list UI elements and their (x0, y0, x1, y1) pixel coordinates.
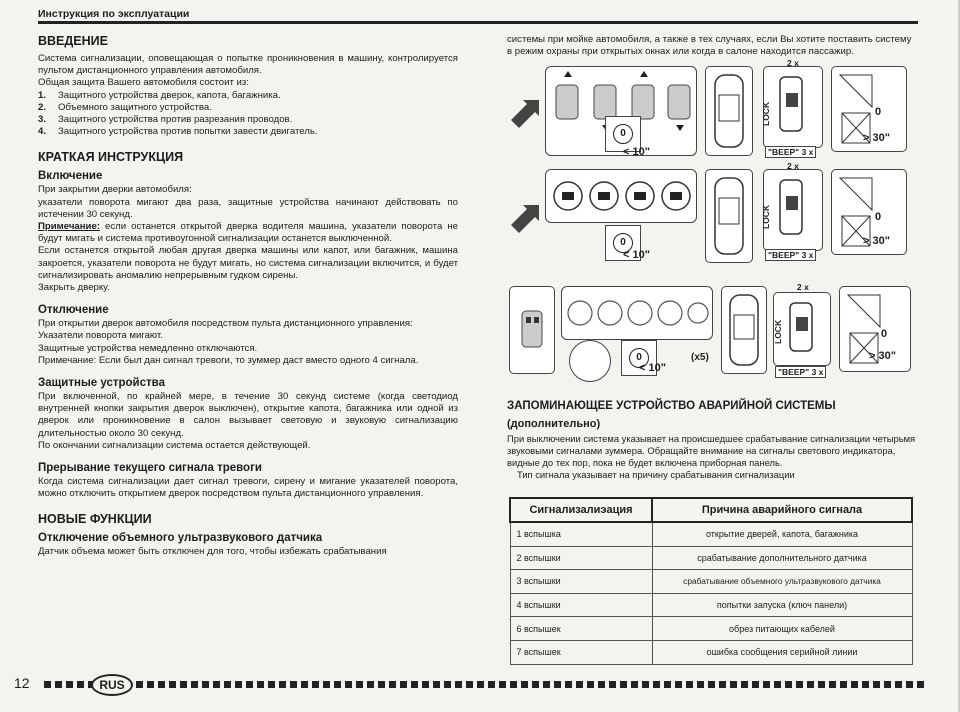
time-label: < 10" (623, 249, 650, 261)
switch-off-text: Защитные устройства немедленно отключаются. (38, 342, 258, 354)
table-row: 1 вспышка открытие дверей, капота, багажника (510, 522, 912, 546)
footer-square (257, 681, 264, 688)
beep-label: "BEEP" 3 x (765, 249, 816, 261)
footer-square (543, 681, 550, 688)
timer-dial-icon: 0 (621, 340, 657, 376)
footer-square (774, 681, 781, 688)
footer-square (323, 681, 330, 688)
list-item: 1. Защитного устройства дверок, капота, багажника. (38, 89, 281, 101)
footer-square (290, 681, 297, 688)
note-paragraph: Примечание: если останется открытой дверка водителя машина, указатели поворота не будут мигать и система противоугонной сигнализации останется выключенной. (38, 221, 458, 245)
header-title: Инструкция по эксплуатации (38, 8, 190, 20)
intro-paragraph-2: Общая защита Вашего автомобиля состоит из: (38, 77, 249, 89)
footer-square (191, 681, 198, 688)
list-item: 2. Объемного защитного устройства. (38, 101, 212, 113)
timer-dial-icon: 0 (605, 116, 641, 152)
intro-heading: ВВЕДЕНИЕ (38, 34, 108, 48)
footer-square (697, 681, 704, 688)
footer-square (642, 681, 649, 688)
memory-heading: ЗАПОМИНАЮЩЕЕ УСТРОЙСТВО АВАРИЙНОЙ СИСТЕМЫ (507, 400, 836, 412)
left-column (38, 26, 458, 559)
footer-square (653, 681, 660, 688)
time-label: < 10" (639, 362, 666, 374)
diagram-row-2 (509, 161, 911, 269)
footer-square (44, 681, 51, 688)
footer-square (510, 681, 517, 688)
lock-label: LOCK (773, 319, 783, 344)
table-header-row (510, 498, 912, 522)
switch-off-text: При открытии дверок автомобиля посредством пульта дистанционного управления: (38, 318, 413, 330)
beep-label: "BEEP" 3 x (765, 146, 816, 158)
header-rule (38, 21, 918, 24)
footer-square (675, 681, 682, 688)
table-row: 7 вспышек ошибка сообщения серийной линии (510, 640, 912, 664)
footer-square (796, 681, 803, 688)
footer-square (565, 681, 572, 688)
ignition-switch-icon (569, 340, 611, 382)
memory-text: При выключении система указывает на происшедшее срабатывание сигнализации четырьмя звуковыми сигналами зуммера. Обращайте внимание на сигналы светового индикатора, видные до тех пор, пока не будет включена приборная панель. (507, 433, 916, 468)
counter-zero: 0 (881, 328, 888, 340)
repeat-count-label: (x5) (691, 352, 709, 363)
arrow-icon (509, 203, 541, 233)
switch-on-text: Если останется открытой любая другая дверка машины или капот, или багажник, машина закроется, указатели поворота не будут мигать, но система сигнализации включится, и будет сигнализировать аномалию непрерывным гудком сирены. (38, 245, 458, 281)
footer-square (356, 681, 363, 688)
footer-square (66, 681, 73, 688)
footer-square (906, 681, 913, 688)
footer-square (279, 681, 286, 688)
car-top-view-icon (705, 169, 753, 263)
interrupt-text: Когда система сигнализации дает сигнал тревоги, сирену и мигание указателей поворота, можно отключить открытием дверок посредством пульта дистанционного управления. (38, 476, 458, 500)
alarm-signals-table (509, 497, 913, 665)
new-functions-heading: НОВЫЕ ФУНКЦИИ (38, 512, 152, 527)
time-label: > 30" (863, 235, 890, 247)
right-intro-text: системы при мойке автомобиля, а также в тех случаях, если Вы хотите поставить систему в режим охраны при открытых окнах или когда в салоне находится пассажир. (507, 34, 912, 58)
footer-square (741, 681, 748, 688)
footer-square (400, 681, 407, 688)
lock-label: LOCK (761, 204, 771, 229)
footer-square (818, 681, 825, 688)
time-label: > 30" (869, 350, 896, 362)
table-row: 2 вспышки срабатывание дополнительного датчика (510, 546, 912, 570)
timer-dial-icon: 0 (605, 225, 641, 261)
repeat-label: 2 x (787, 161, 799, 171)
footer-square (466, 681, 473, 688)
footer-square (917, 681, 924, 688)
footer-square (719, 681, 726, 688)
switch-on-title: Включение (38, 170, 103, 183)
footer-square (136, 681, 143, 688)
footer-square (213, 681, 220, 688)
remote-control-icon (509, 286, 555, 374)
footer-square (730, 681, 737, 688)
footer-square (609, 681, 616, 688)
list-item: 3. Защитного устройства против разрезания проводов. (38, 114, 293, 126)
door-lock-icon (763, 66, 823, 148)
column-header: Причина аварийного сигнала (652, 498, 912, 522)
diagram-row-3 (509, 282, 911, 386)
footer-square (411, 681, 418, 688)
footer-square (620, 681, 627, 688)
switch-off-text: Примечание: Если был дан сигнал тревоги, то зуммер даст вместо одного 4 сигнала. (38, 354, 419, 366)
table-row: 6 вспышек обрез питающих кабелей (510, 617, 912, 641)
counter-zero: 0 (875, 211, 882, 223)
note-label: Примечание: (38, 221, 100, 233)
footer-square (455, 681, 462, 688)
footer-square (158, 681, 165, 688)
repeat-label: 2 x (797, 282, 809, 292)
footer-square (422, 681, 429, 688)
ultrasonic-title: Отключение объемного ультразвукового датчика (38, 532, 323, 545)
lock-label: LOCK (761, 101, 771, 126)
ignition-key-icon (562, 287, 712, 339)
footer-square (345, 681, 352, 688)
footer-square (884, 681, 891, 688)
ultrasonic-text: Датчик объема может быть отключен для того, чтобы избежать срабатывания (38, 546, 387, 558)
footer-square (587, 681, 594, 688)
footer-square (169, 681, 176, 688)
footer-square (807, 681, 814, 688)
page-number: 12 (14, 675, 30, 691)
switch-off-text: Указатели поворота мигают. (38, 330, 163, 342)
alarm-memory-section (507, 400, 917, 481)
footer-square (532, 681, 539, 688)
protect-title: Защитные устройства (38, 377, 165, 390)
footer-square (708, 681, 715, 688)
footer-square (873, 681, 880, 688)
time-label: < 10" (623, 146, 650, 158)
page-footer (0, 672, 958, 698)
footer-square (77, 681, 84, 688)
protection-list (38, 90, 458, 139)
key-icon (546, 170, 696, 222)
arrow-icon (509, 98, 541, 128)
footer-square (664, 681, 671, 688)
footer-square (763, 681, 770, 688)
table-row: 3 вспышки срабатывание объемного ультразвукового датчика (510, 570, 912, 594)
footer-square (312, 681, 319, 688)
protect-text: При включенной, по крайней мере, в течение 30 секунд системе (когда светодиод внутренней кнопки закрытия дверок выключен), открытие капота, багажника или одной из дверок или проникновение в салон вызывает световую и звуковую сигнализацию длительностью около 30 секунд. (38, 391, 458, 439)
footer-square (477, 681, 484, 688)
footer-square (246, 681, 253, 688)
switch-on-text: указатели поворота мигают два раза, защитные устройства начинают действовать по истечении 30 секунд. (38, 196, 458, 220)
footer-square (488, 681, 495, 688)
footer-square (301, 681, 308, 688)
footer-square (862, 681, 869, 688)
door-lock-icon (763, 169, 823, 251)
footer-square (224, 681, 231, 688)
switch-on-text: Закрыть дверку. (38, 282, 110, 294)
footer-square (202, 681, 209, 688)
footer-square (499, 681, 506, 688)
column-header: Сигнализалиэация (510, 498, 652, 522)
beep-label: "BEEP" 3 x (775, 366, 826, 378)
footer-square (444, 681, 451, 688)
footer-square (895, 681, 902, 688)
footer-square (147, 681, 154, 688)
car-top-view-icon (705, 66, 753, 156)
footer-square (686, 681, 693, 688)
key-sequence-panel (545, 169, 697, 223)
intro-paragraph: Система сигнализации, оповещающая о попытке проникновения в машину, контролируется пультом дистанционного управления автомобиля. (38, 53, 458, 77)
footer-square (180, 681, 187, 688)
language-badge: RUS (91, 674, 133, 696)
footer-square (389, 681, 396, 688)
footer-square (785, 681, 792, 688)
time-label: > 30" (863, 132, 890, 144)
footer-square (576, 681, 583, 688)
footer-square (829, 681, 836, 688)
diagram-row-1 (509, 60, 911, 164)
footer-square (378, 681, 385, 688)
interrupt-title: Прерывание текущего сигнала тревоги (38, 462, 262, 475)
protect-text: По окончании сигнализации система остается действующей. (38, 439, 311, 451)
footer-square (631, 681, 638, 688)
footer-square (840, 681, 847, 688)
list-item: 4. Защитного устройства против попытки завести двигатель. (38, 126, 318, 138)
footer-square (235, 681, 242, 688)
footer-square (433, 681, 440, 688)
footer-square (752, 681, 759, 688)
footer-square (598, 681, 605, 688)
car-top-view-icon (721, 286, 767, 374)
switch-off-title: Отключение (38, 304, 109, 317)
footer-square (554, 681, 561, 688)
repeat-label: 2 x (787, 58, 799, 68)
counter-zero: 0 (875, 106, 882, 118)
footer-square (334, 681, 341, 688)
footer-square (851, 681, 858, 688)
key-turn-sequence-panel (561, 286, 713, 340)
memory-subheading: (дополнительно) (507, 418, 601, 430)
table-row: 4 вспышки попытки запуска (ключ панели) (510, 593, 912, 617)
footer-square (268, 681, 275, 688)
footer-square (55, 681, 62, 688)
memory-text: Тип сигнала указывает на причину срабатывания сигнализации (517, 469, 795, 480)
switch-on-text: При закрытии дверки автомобиля: (38, 184, 192, 196)
footer-square (367, 681, 374, 688)
quick-guide-heading: КРАТКАЯ ИНСТРУКЦИЯ (38, 150, 184, 165)
footer-square (521, 681, 528, 688)
